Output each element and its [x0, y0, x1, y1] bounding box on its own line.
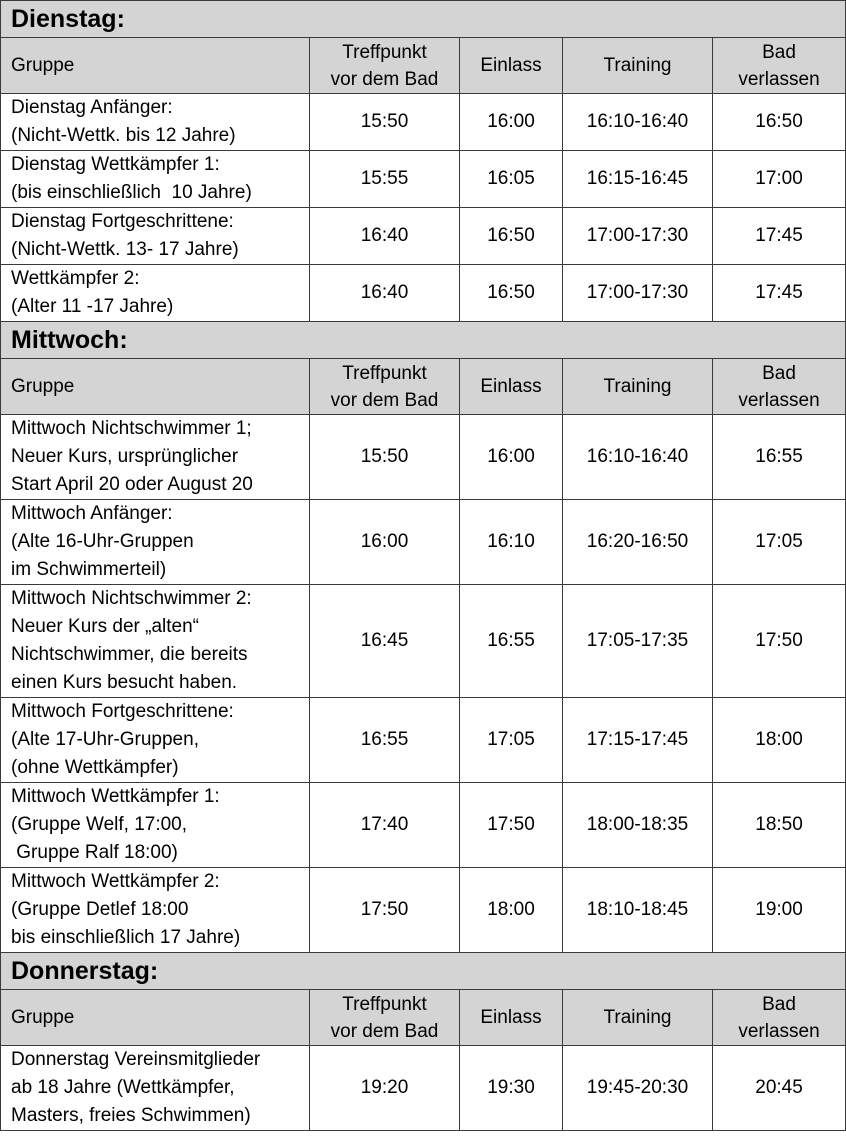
cell-line: Mittwoch Anfänger:: [11, 503, 173, 524]
header-gruppe: Gruppe: [1, 38, 310, 94]
header-einlass: Einlass: [460, 38, 563, 94]
cell-line: Mittwoch Nichtschwimmer 2:: [11, 588, 252, 609]
training-cell: 17:05-17:35: [563, 585, 713, 698]
day-title: Donnerstag:: [1, 953, 846, 990]
group-cell: [1, 585, 310, 698]
bad-verlassen-cell: 18:50: [713, 783, 846, 868]
treffpunkt-cell: 16:40: [310, 265, 460, 322]
header-row: [1, 359, 846, 415]
cell-line: verlassen: [738, 68, 820, 90]
table-row: [1, 698, 846, 783]
group-cell: [1, 208, 310, 265]
einlass-cell: 16:00: [460, 94, 563, 151]
cell-line: Donnerstag Vereinsmitglieder: [11, 1049, 261, 1070]
einlass-cell: 19:30: [460, 1046, 563, 1131]
day-title: Mittwoch:: [1, 322, 846, 359]
group-cell: [1, 151, 310, 208]
day-title: Dienstag:: [1, 1, 846, 38]
einlass-cell: 18:00: [460, 868, 563, 953]
bad-verlassen-cell: 16:55: [713, 415, 846, 500]
bad-verlassen-cell: 19:00: [713, 868, 846, 953]
einlass-cell: 16:50: [460, 208, 563, 265]
table-row: [1, 1046, 846, 1131]
bad-verlassen-cell: 18:00: [713, 698, 846, 783]
header-einlass: Einlass: [460, 359, 563, 415]
cell-line: Masters, freies Schwimmen): [11, 1105, 251, 1126]
header-training: Training: [563, 990, 713, 1046]
group-cell: [1, 415, 310, 500]
cell-line: Neuer Kurs, ursprünglicher: [11, 446, 239, 467]
cell-line: Wettkämpfer 2:: [11, 268, 140, 289]
cell-line: (Alte 17-Uhr-Gruppen,: [11, 729, 199, 750]
training-cell: 18:10-18:45: [563, 868, 713, 953]
cell-line: (ohne Wettkämpfer): [11, 757, 179, 778]
cell-line: (Alter 11 -17 Jahre): [11, 296, 174, 317]
header-row: [1, 990, 846, 1046]
table-row: [1, 208, 846, 265]
group-cell: [1, 868, 310, 953]
table-row: [1, 94, 846, 151]
training-cell: 17:00-17:30: [563, 208, 713, 265]
training-cell: 19:45-20:30: [563, 1046, 713, 1131]
cell-line: verlassen: [738, 1020, 820, 1042]
cell-line: Dienstag Fortgeschrittene:: [11, 211, 234, 232]
header-treffpunkt: [310, 990, 460, 1046]
cell-line: Bad: [762, 993, 796, 1015]
header-gruppe: Gruppe: [1, 359, 310, 415]
day-row: [1, 1, 846, 38]
table-row: [1, 585, 846, 698]
header-gruppe: Gruppe: [1, 990, 310, 1046]
treffpunkt-cell: 17:50: [310, 868, 460, 953]
cell-line: Bad: [762, 41, 796, 63]
header-einlass: Einlass: [460, 990, 563, 1046]
treffpunkt-cell: 16:40: [310, 208, 460, 265]
table-row: [1, 868, 846, 953]
einlass-cell: 16:55: [460, 585, 563, 698]
cell-line: (bis einschließlich 10 Jahre): [11, 182, 252, 203]
training-cell: 17:00-17:30: [563, 265, 713, 322]
cell-line: Mittwoch Wettkämpfer 1:: [11, 786, 220, 807]
training-cell: 16:10-16:40: [563, 94, 713, 151]
cell-line: Dienstag Wettkämpfer 1:: [11, 154, 220, 175]
cell-line: (Nicht-Wettk. bis 12 Jahre): [11, 125, 236, 146]
group-cell: [1, 265, 310, 322]
treffpunkt-cell: 16:55: [310, 698, 460, 783]
cell-line: Treffpunkt: [342, 993, 427, 1015]
einlass-cell: 17:05: [460, 698, 563, 783]
schedule-body: [1, 1, 846, 1131]
header-training: Training: [563, 38, 713, 94]
treffpunkt-cell: 17:40: [310, 783, 460, 868]
table-row: [1, 265, 846, 322]
header-treffpunkt: [310, 359, 460, 415]
cell-line: verlassen: [738, 389, 820, 411]
cell-line: vor dem Bad: [330, 68, 439, 90]
header-training: Training: [563, 359, 713, 415]
cell-line: Start April 20 oder August 20: [11, 474, 253, 495]
group-cell: [1, 94, 310, 151]
cell-line: vor dem Bad: [330, 1020, 439, 1042]
cell-line: bis einschließlich 17 Jahre): [11, 927, 241, 948]
cell-line: vor dem Bad: [330, 389, 439, 411]
header-bad-verlassen: [713, 38, 846, 94]
cell-line: Mittwoch Fortgeschrittene:: [11, 701, 234, 722]
cell-line: Gruppe Ralf 18:00): [11, 842, 178, 863]
header-bad-verlassen: [713, 990, 846, 1046]
day-row: [1, 322, 846, 359]
header-bad-verlassen: [713, 359, 846, 415]
einlass-cell: 17:50: [460, 783, 563, 868]
training-cell: 18:00-18:35: [563, 783, 713, 868]
cell-line: Treffpunkt: [342, 41, 427, 63]
cell-line: (Alte 16-Uhr-Gruppen: [11, 531, 194, 552]
bad-verlassen-cell: 17:45: [713, 265, 846, 322]
cell-line: (Nicht-Wettk. 13- 17 Jahre): [11, 239, 239, 260]
header-row: [1, 38, 846, 94]
group-cell: [1, 783, 310, 868]
cell-line: Nichtschwimmer, die bereits: [11, 644, 248, 665]
cell-line: Neuer Kurs der „alten“: [11, 616, 199, 637]
cell-line: Mittwoch Nichtschwimmer 1;: [11, 418, 252, 439]
cell-line: (Gruppe Welf, 17:00,: [11, 814, 188, 835]
bad-verlassen-cell: 16:50: [713, 94, 846, 151]
bad-verlassen-cell: 17:45: [713, 208, 846, 265]
treffpunkt-cell: 15:50: [310, 94, 460, 151]
training-cell: 16:10-16:40: [563, 415, 713, 500]
training-cell: 16:15-16:45: [563, 151, 713, 208]
bad-verlassen-cell: 17:05: [713, 500, 846, 585]
bad-verlassen-cell: 17:00: [713, 151, 846, 208]
treffpunkt-cell: 19:20: [310, 1046, 460, 1131]
treffpunkt-cell: 16:00: [310, 500, 460, 585]
table-row: [1, 151, 846, 208]
treffpunkt-cell: 15:50: [310, 415, 460, 500]
einlass-cell: 16:10: [460, 500, 563, 585]
table-row: [1, 783, 846, 868]
training-cell: 17:15-17:45: [563, 698, 713, 783]
einlass-cell: 16:05: [460, 151, 563, 208]
cell-line: (Gruppe Detlef 18:00: [11, 899, 189, 920]
cell-line: ab 18 Jahre (Wettkämpfer,: [11, 1077, 235, 1098]
group-cell: [1, 698, 310, 783]
table-row: [1, 500, 846, 585]
cell-line: einen Kurs besucht haben.: [11, 672, 238, 693]
treffpunkt-cell: 15:55: [310, 151, 460, 208]
einlass-cell: 16:00: [460, 415, 563, 500]
day-row: [1, 953, 846, 990]
cell-line: im Schwimmerteil): [11, 559, 167, 580]
group-cell: [1, 500, 310, 585]
bad-verlassen-cell: 17:50: [713, 585, 846, 698]
table-row: [1, 415, 846, 500]
cell-line: Treffpunkt: [342, 362, 427, 384]
bad-verlassen-cell: 20:45: [713, 1046, 846, 1131]
group-cell: [1, 1046, 310, 1131]
treffpunkt-cell: 16:45: [310, 585, 460, 698]
header-treffpunkt: [310, 38, 460, 94]
training-cell: 16:20-16:50: [563, 500, 713, 585]
cell-line: Mittwoch Wettkämpfer 2:: [11, 871, 220, 892]
cell-line: Dienstag Anfänger:: [11, 97, 173, 118]
cell-line: Bad: [762, 362, 796, 384]
einlass-cell: 16:50: [460, 265, 563, 322]
